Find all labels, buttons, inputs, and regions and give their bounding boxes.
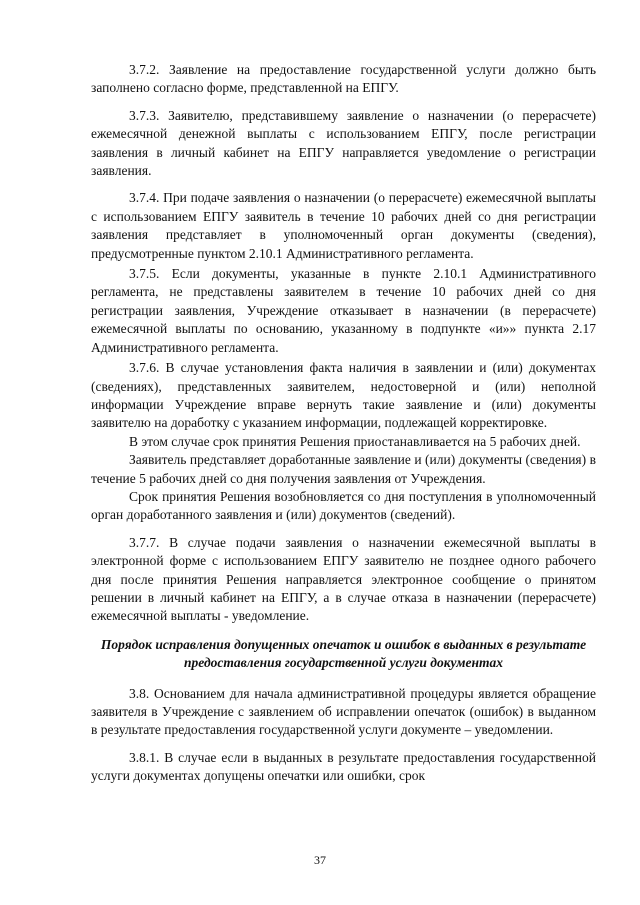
document-body <box>91 61 596 786</box>
page-number: 37 <box>314 853 326 867</box>
section-heading: Порядок исправления допущенных опечаток и ошибок в выданных в результате предоставления государственной услуги документах <box>100 636 587 671</box>
paragraph-3-7-3: 3.7.3. Заявителю, представившему заявление о назначении (о перерасчете) ежемесячной денежной выплаты с использованием ЕПГУ, после регистрации заявления в личный кабинет на ЕПГУ направляется уведомление о регистрации заявления. <box>91 107 596 179</box>
paragraph-3-7-6: 3.7.6. В случае установления факта наличия в заявлении и (или) документах (сведениях), представленных заявителем, недостоверной и (или) неполной информации Учреждение вправе вернуть такие заявление и (или) документы заявителю на доработку с указанием информации, подлежащей корректировке. <box>91 360 596 431</box>
paragraph-3-7-4: 3.7.4. При подаче заявления о назначении (о перерасчете) ежемесячной выплаты с использованием ЕПГУ заявитель в течение 10 рабочих дней со дня регистрации заявления представляет в уполномоченный орган документы (сведения), предусмотренные пунктом 2.10.1 Административного регламента. <box>91 190 596 261</box>
paragraph-suspension: В этом случае срок принятия Решения приостанавливается на 5 рабочих дней. <box>129 433 581 449</box>
paragraph-resubmission: Заявитель представляет доработанные заявление и (или) документы (сведения) в течение 5 рабочих дней со дня получения заявления от Учреждения. <box>91 452 596 486</box>
paragraph-3-7-2: 3.7.2. Заявление на предоставление государственной услуги должно быть заполнено согласно форме, представленной на ЕПГУ. <box>91 62 596 96</box>
paragraph-resumption: Срок принятия Решения возобновляется со дня поступления в уполномоченный орган доработанного заявления и (или) документов (сведений). <box>91 488 596 523</box>
paragraph-3-8: 3.8. Основанием для начала административной процедуры является обращение заявителя в Учреждение с заявлением об исправлении опечаток (ошибок) в выданном в результате предоставления государственной услуги документе – уведомлении. <box>91 685 596 738</box>
paragraph-3-8-1: 3.8.1. В случае если в выданных в результате предоставления государственной услуги документах допущены опечатки или ошибки, срок <box>91 749 596 784</box>
paragraph-3-7-7: 3.7.7. В случае подачи заявления о назначении ежемесячной выплаты в электронной форме с использованием ЕПГУ заявителю не позднее одного рабочего дня после принятия Решения направляется электронное сообщение о принятом решении в личный кабинет на ЕПГУ, а в случае отказа в назначении (перерасчете) ежемесячной выплаты - уведомление. <box>91 534 596 624</box>
paragraph-3-7-5: 3.7.5. Если документы, указанные в пункте 2.10.1 Административного регламента, не представлены заявителем в течение 10 рабочих дней со дня регистрации заявления, Учреждение отказывает в назначении (в перерасчете) ежемесячной выплаты по основанию, указанному в подпункте «и»» пункта 2.17 Административного регламента. <box>91 266 596 355</box>
